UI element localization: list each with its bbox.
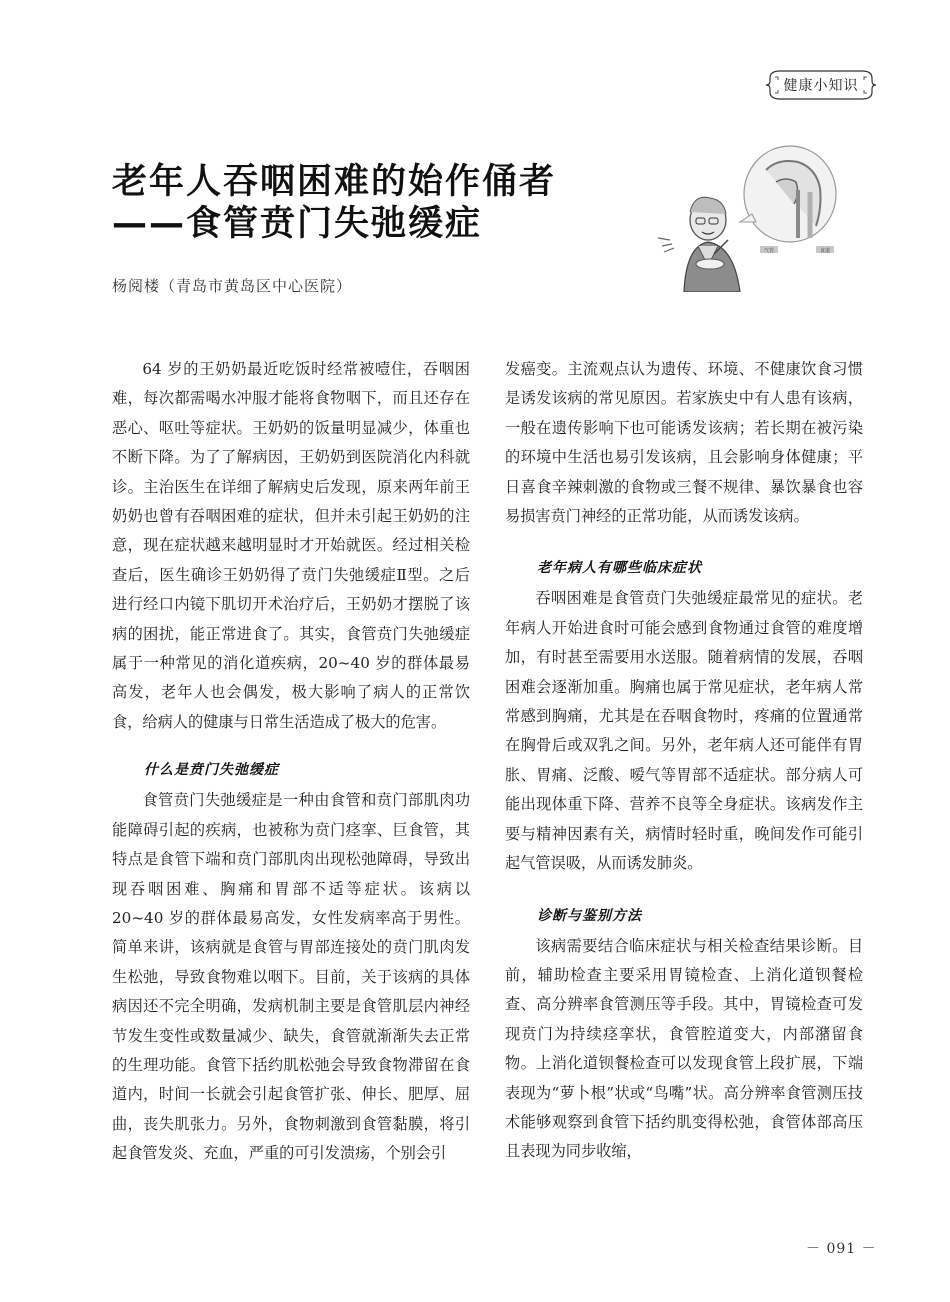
article-title-line2: ——食管贲门失弛缓症 <box>112 204 483 244</box>
article-title-line1: 老年人吞咽困难的始作俑者 <box>112 162 557 202</box>
author-line: 杨阅楼（青岛市黄岛区中心医院） <box>112 277 353 295</box>
section-tag <box>766 68 876 102</box>
left-column <box>112 355 470 1169</box>
esophagus-label: 食道 <box>819 248 831 254</box>
section-tag-label: 健康小知识 <box>783 78 859 94</box>
section-heading-symptoms: 老年病人有哪些临床症状 <box>537 560 702 577</box>
diagnosis-paragraph: 该病需要结合临床症状与相关检查结果诊断。目前，辅助检查主要采用胃镜检查、上消化道钡餐检查、高分辨率食管测压等手段。其中，胃镜检查可发现贲门为持续痉挛状，食管腔道变大，内部潴留食物。上消化道钡餐检查可以发现食管上段扩展，下端表现为“萝卜根”状或“鸟嘴”状。高分辨率食管测压技术能够观察到食管下括约肌变得松弛，食管体部高压且表现为同步收缩， <box>505 936 863 1161</box>
definition-paragraph: 食管贲门失弛缓症是一种由食管和贲门部肌肉功能障碍引起的疾病，也被称为贲门痉挛、巨食管，其特点是食管下端和贲门部肌肉出现松弛障碍，导致出现吞咽困难、胸痛和胃部不适等症状。该病以 20~40 岁的群体最易高发，女性发病率高于男性。简单来讲，该病就是食管与胃部连接处的贲门肌肉发生松弛，导致食物难以咽下。目前，关于该病的具体病因还不完全明确，发病机制主要是食管肌层内神经节发生变性或数量减少、缺失，食管就渐渐失去正常的生理功能。食管下括约肌松弛会导致食物滞留在食道内，时间一长就会引起食管扩张、伸长、肥厚、屈曲，丧失肌张力。另外，食物刺激到食管黏膜，将引起食管发炎、充血，严重的可引发溃疡，个别会引 <box>112 791 470 1163</box>
right-column <box>505 355 863 1167</box>
choking-elder-illustration <box>648 142 838 292</box>
trachea-label: 气管 <box>763 248 775 254</box>
section-heading-definition: 什么是贲门失弛缓症 <box>144 762 279 779</box>
page-number: － 091 － <box>806 1241 877 1257</box>
symptoms-paragraph: 吞咽困难是食管贲门失弛缓症最常见的症状。老年病人开始进食时可能会感到食物通过食管的难度增加，有时甚至需要用水送服。随着病情的发展，吞咽困难会逐渐加重。胸痛也属于常见症状，老年病人常常感到胸痛，尤其是在吞咽食物时，疼痛的位置通常在胸骨后或双乳之间。另外，老年病人还可能伴有胃胀、胃痛、泛酸、嗳气等胃部不适症状。部分病人可能出现体重下降、营养不良等全身症状。该病发作主要与精神因素有关，病情时轻时重，晚间发作可能引起气管误吸，从而诱发肺炎。 <box>505 589 863 873</box>
intro-paragraph: 64 岁的王奶奶最近吃饭时经常被噎住，吞咽困难，每次都需喝水冲服才能将食物咽下，而且还存在恶心、呕吐等症状。王奶奶的饭量明显减少，体重也不断下降。为了了解病因，王奶奶到医院消化内科就诊。主治医生在详细了解病史后发现，原来两年前王奶奶也曾有吞咽困难的症状，但并未引起王奶奶的注意，现在症状越来越明显时才开始就医。经过相关检查后，医生确诊王奶奶得了贲门失弛缓症Ⅱ型。之后进行经口内镜下肌切开术治疗后，王奶奶才摆脱了该病的困扰，能正常进食了。其实，食管贲门失弛缓症属于一种常见的消化道疾病，20~40 岁的群体最易高发，老年人也会偶发，极大影响了病人的正常饮食，给病人的健康与日常生活造成了极大的危害。 <box>112 360 470 731</box>
definition-paragraph-continued: 发癌变。主流观点认为遗传、环境、不健康饮食习惯是诱发该病的常见原因。若家族史中有人患有该病，一般在遗传影响下也可能诱发该病；若长期在被污染的环境中生活也易引发该病，且会影响身体健康；平日喜食辛辣刺激的食物或三餐不规律、暴饮暴食也容易损害贲门神经的正常功能，从而诱发该病。 <box>505 360 863 526</box>
section-heading-diagnosis: 诊断与鉴别方法 <box>537 907 642 924</box>
